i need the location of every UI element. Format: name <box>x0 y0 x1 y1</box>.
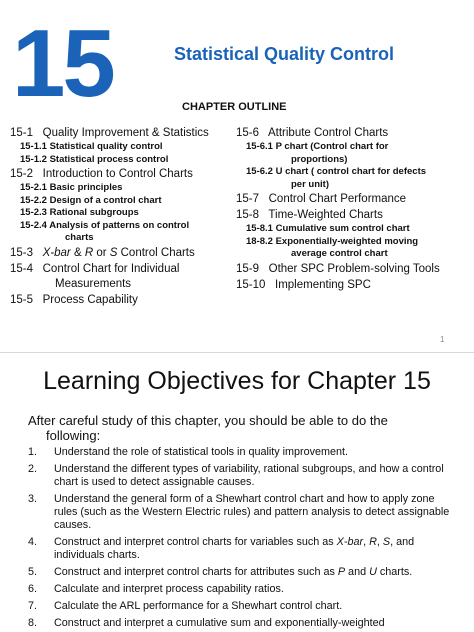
outline-subitem: 15-6.2 U chart ( control chart for defects per unit) <box>246 166 427 190</box>
objective-item: 8. Construct and interpret a cumulative sum and exponentially-weighted <box>28 617 385 629</box>
outline-subitem: 15-1.2 Statistical process control <box>20 153 169 165</box>
outline-subitem: 15-2.1 Basic principles <box>20 182 123 193</box>
slide-title: Learning Objectives for Chapter 15 <box>43 367 431 395</box>
outline-item: 15-4 Control Chart for Individual Measurements <box>10 262 180 290</box>
outline-left-column <box>10 125 236 308</box>
outline-item: 15-5 Process Capability <box>10 293 138 306</box>
objective-item: 2. Understand the different types of variability, rational subgroups, and how a control chart is used to detect assignable causes. <box>28 463 444 488</box>
outline-item: 15-1 Quality Improvement & Statistics <box>10 127 209 139</box>
objective-item: 3. Understand the general form of a Shewhart control chart and how to apply zone rules (such as the Western Electric rules) and pattern analysis to detect assignable causes. <box>28 493 450 531</box>
objective-item: 1. Understand the role of statistical tools in quality improvement. <box>28 446 349 458</box>
outline-item: 15-3 X-bar & R or S Control Charts <box>10 246 195 259</box>
chapter-number: 15 <box>12 10 113 117</box>
objective-item: 4. Construct and interpret control charts for variables such as X-bar, R, S, and individuals charts. <box>28 536 415 561</box>
outline-subitem: 15-2.2 Design of a control chart <box>20 194 162 206</box>
chapter-title: Statistical Quality Control <box>174 44 395 64</box>
intro-text: After careful study of this chapter, you should be able to do the following: <box>28 413 388 443</box>
objectives-list <box>28 446 458 632</box>
outline-right-column <box>236 125 472 293</box>
outline-subitem: 18-8.2 Exponentially-weighted moving average control chart <box>246 235 419 259</box>
objective-item: 7. Calculate the ARL performance for a Shewhart control chart. <box>28 600 343 612</box>
outline-subitem: 15-1.1 Statistical quality control <box>20 141 163 152</box>
outline-item: 15-2 Introduction to Control Charts <box>10 168 193 180</box>
outline-item: 15-6 Attribute Control Charts <box>236 127 389 139</box>
outline-item: 15-8 Time-Weighted Charts <box>236 209 383 221</box>
slide-number: 1 <box>440 335 445 344</box>
outline-subitem: 15-2.3 Rational subgroups <box>20 207 139 218</box>
slide-divider <box>0 352 474 353</box>
outline-subitem: 15-2.4 Analysis of patterns on control charts <box>20 219 190 243</box>
objective-item: 5. Construct and interpret control charts for attributes such as P and U charts. <box>28 566 413 578</box>
outline-item: 15-7 Control Chart Performance <box>236 193 407 205</box>
outline-subitem: 15-8.1 Cumulative sum control chart <box>246 223 410 234</box>
objective-item: 6. Calculate and interpret process capability ratios. <box>28 583 284 595</box>
outline-item: 15-9 Other SPC Problem-solving Tools <box>236 262 440 275</box>
outline-heading: CHAPTER OUTLINE <box>182 101 287 113</box>
outline-subitem: 15-6.1 P chart (Control chart for proportions) <box>246 141 389 165</box>
outline-item: 15-10 Implementing SPC <box>236 278 371 291</box>
